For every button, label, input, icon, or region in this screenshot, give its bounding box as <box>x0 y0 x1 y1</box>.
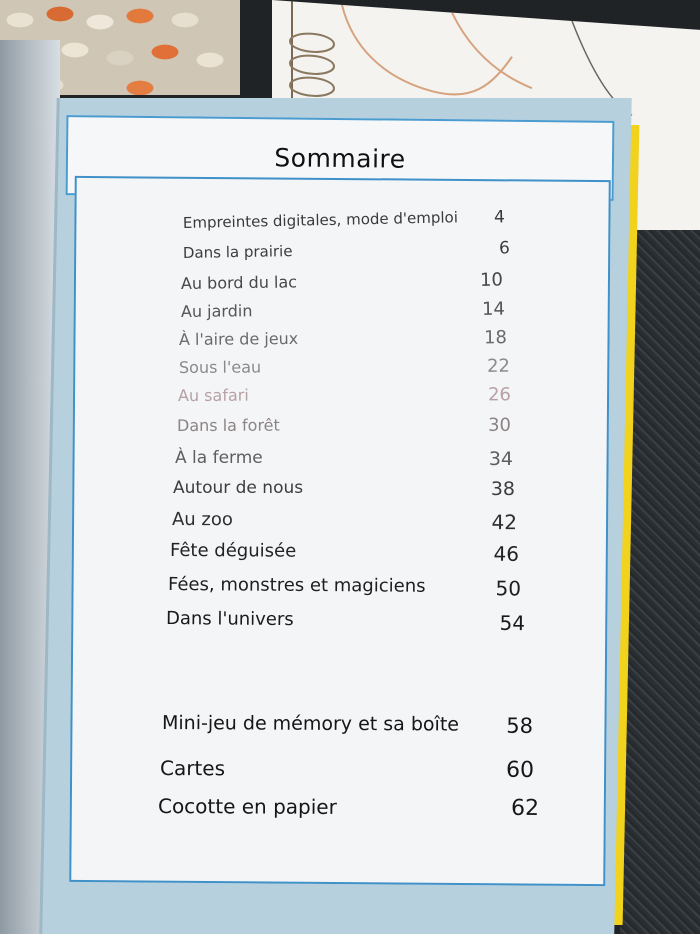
toc-entry-row <box>170 540 544 570</box>
toc-entry-row <box>181 298 530 330</box>
toc-entry-label: Fête déguisée <box>169 540 297 562</box>
toc-entry-label: À l'aire de jeux <box>178 328 299 349</box>
toc-entry-page-number: 38 <box>490 478 515 500</box>
toc-entry-label: Au safari <box>177 385 249 405</box>
toc-entry-row <box>179 356 535 386</box>
extra-entry-label: Cocotte en papier <box>157 794 337 819</box>
toc-entry-row <box>168 574 546 605</box>
toc-entry-page-number: 50 <box>495 576 522 601</box>
extra-entry-page-number: 58 <box>506 713 534 738</box>
toc-entry-row <box>173 478 540 506</box>
toc-entry-label: Dans la forêt <box>176 415 280 435</box>
toc-entry-label: Empreintes digitales, mode d'emploi <box>182 208 459 232</box>
toc-entry-row <box>172 509 542 538</box>
toc-entry-label: À la ferme <box>175 448 263 468</box>
toc-entry-row <box>178 384 536 414</box>
toc-entry-page-number: 54 <box>499 610 526 636</box>
extra-entry-label: Cartes <box>159 756 226 781</box>
toc-entry-page-number: 42 <box>491 510 518 535</box>
toc-entry-row <box>179 327 532 358</box>
toc-entry-label: Autour de nous <box>173 478 304 498</box>
toc-entry-page-number: 4 <box>493 207 506 228</box>
toc-entry-page-number: 14 <box>481 298 506 320</box>
toc-entry-row <box>181 269 528 302</box>
toc-entry-label: Fées, monstres et magiciens <box>167 574 426 597</box>
toc-entry-label: Au bord du lac <box>180 272 298 293</box>
toc-entry-label: Au zoo <box>171 509 233 531</box>
toc-entry-page-number: 10 <box>479 269 504 291</box>
toc-entry-label: Au jardin <box>180 301 253 321</box>
toc-entry-page-number: 26 <box>488 384 512 406</box>
toc-entry-row <box>177 415 536 444</box>
toc-entry-label: Dans l'univers <box>165 608 294 631</box>
toc-entry-label: Dans la prairie <box>182 242 293 262</box>
toc-entry-page-number: 18 <box>483 327 508 349</box>
extra-entry-label: Mini-jeu de mémory et sa boîte <box>161 712 460 736</box>
toc-entry-row <box>175 448 538 476</box>
extra-entry-page-number: 62 <box>510 795 540 821</box>
extra-entry-row <box>158 794 564 824</box>
toc-entry-page-number: 46 <box>493 541 520 566</box>
toc-entry-row <box>166 608 550 639</box>
extra-entry-row <box>162 712 558 742</box>
extra-entry-page-number: 60 <box>505 757 535 783</box>
toc-entry-page-number: 30 <box>488 414 512 436</box>
toc-entry-page-number: 22 <box>486 355 511 377</box>
page-title: Sommaire <box>274 143 406 174</box>
extra-entry-row <box>160 756 559 786</box>
toc-entry-page-number: 6 <box>498 238 511 259</box>
toc-entry-label: Sous l'eau <box>178 357 262 377</box>
toc-entry-page-number: 34 <box>488 448 513 470</box>
